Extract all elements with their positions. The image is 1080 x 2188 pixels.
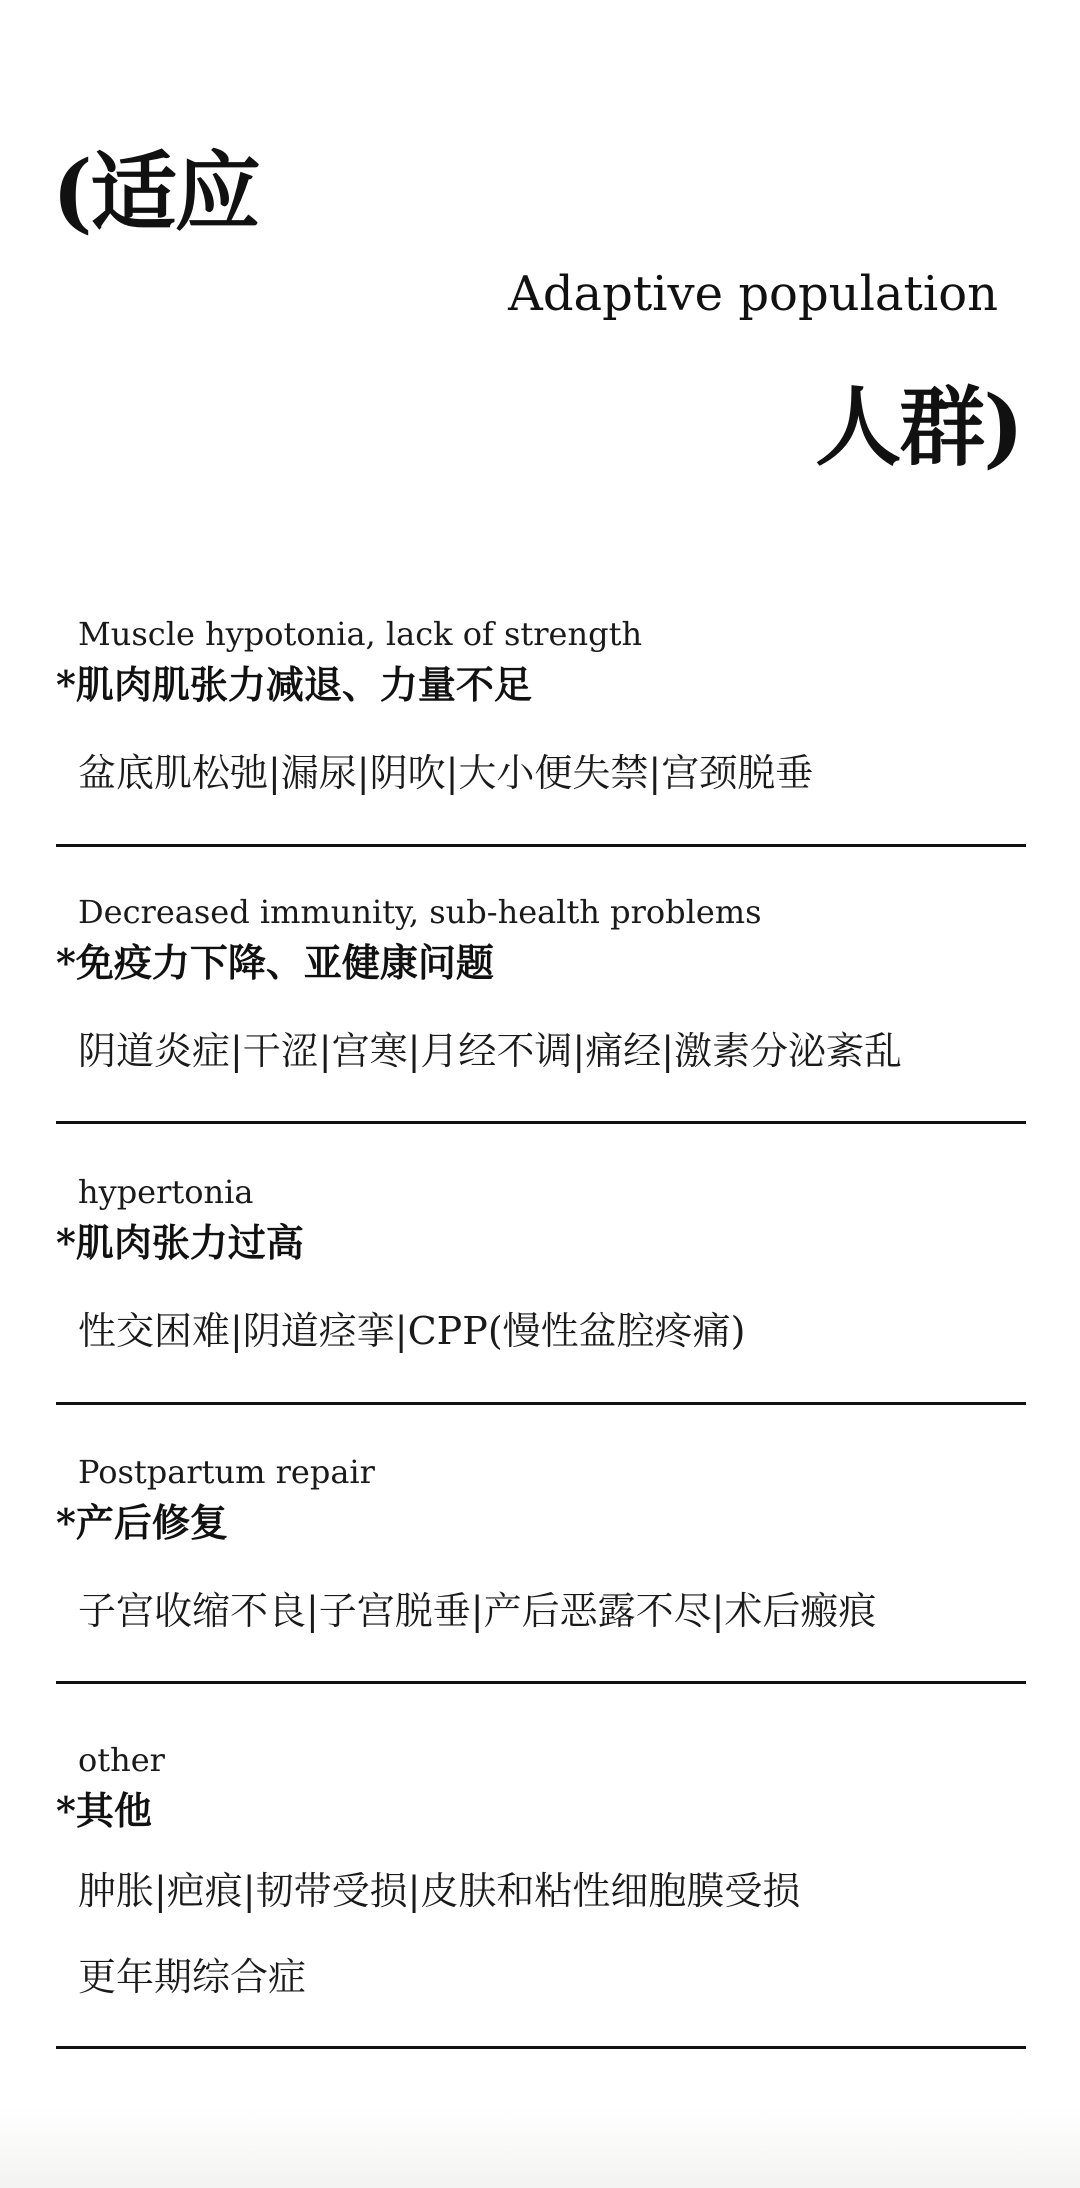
section-symptoms: 阴道炎症|干涩|宫寒|月经不调|痛经|激素分泌紊乱 [78, 1029, 903, 1073]
section-title: *其他 [56, 1788, 152, 1833]
page-title-part2: 人群) [815, 377, 1022, 478]
bottom-fade [0, 2108, 1080, 2188]
section-symptoms: 肿胀|疤痕|韧带受损|皮肤和粘性细胞膜受损 [78, 1869, 801, 1913]
section-divider [56, 1402, 1026, 1405]
section-divider [56, 844, 1026, 847]
section-symptoms-extra: 更年期综合症 [78, 1955, 307, 1999]
section-divider [56, 1121, 1026, 1124]
section-title: *免疫力下降、亚健康问题 [56, 940, 494, 985]
section-english-label: other [78, 1741, 165, 1779]
section-title: *产后修复 [56, 1500, 228, 1545]
section-symptoms: 性交困难|阴道痉挛|CPP(慢性盆腔疼痛) [78, 1309, 746, 1353]
section-divider [56, 2046, 1026, 2049]
section-symptoms: 盆底肌松弛|漏尿|阴吹|大小便失禁|宫颈脱垂 [78, 751, 814, 795]
section-english-label: hypertonia [78, 1173, 254, 1211]
page-title-english: Adaptive population [508, 266, 998, 322]
section-symptoms: 子宫收缩不良|子宫脱垂|产后恶露不尽|术后瘢痕 [78, 1589, 877, 1633]
section-english-label: Postpartum repair [78, 1453, 375, 1491]
section-divider [56, 1681, 1026, 1684]
page-title-part1: (适应 [52, 142, 259, 243]
section-title: *肌肉肌张力减退、力量不足 [56, 662, 532, 707]
section-english-label: Muscle hypotonia, lack of strength [78, 615, 643, 653]
section-title: *肌肉张力过高 [56, 1220, 304, 1265]
section-english-label: Decreased immunity, sub-health problems [78, 893, 762, 931]
